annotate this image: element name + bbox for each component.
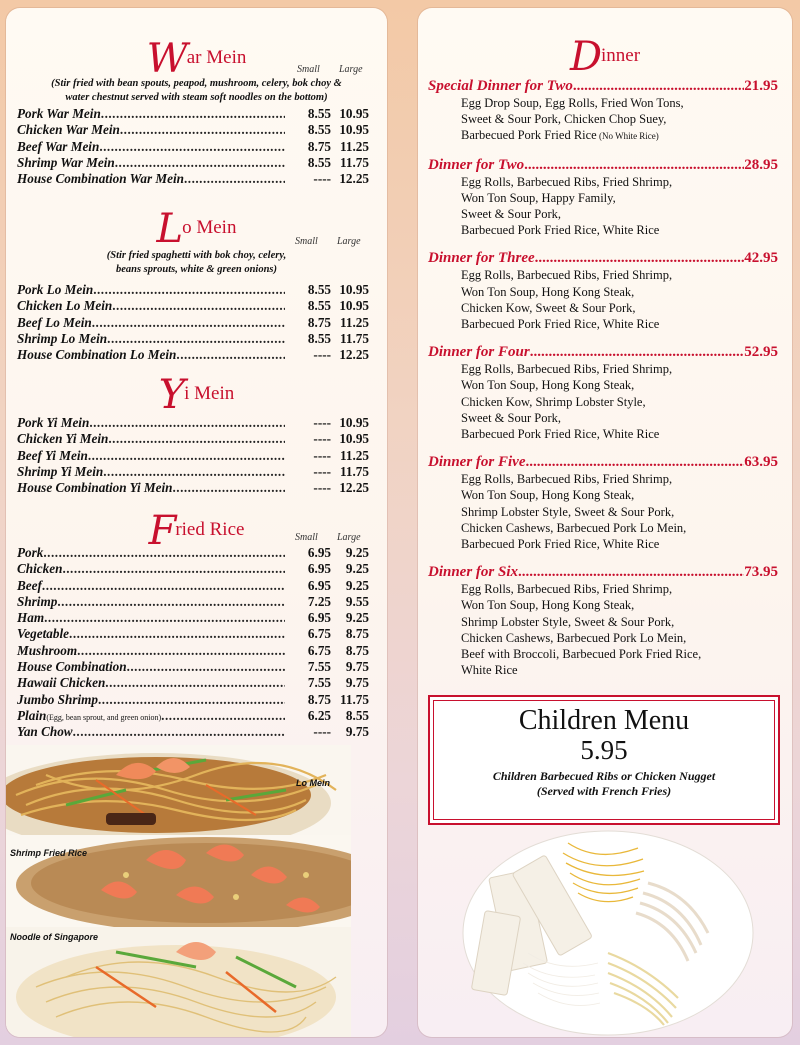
- price-large: 12.25: [339, 171, 369, 187]
- price-small: 7.55: [307, 659, 331, 675]
- leader-dots: [99, 139, 285, 155]
- item-name: Ham: [17, 610, 45, 626]
- price-small: ----: [313, 480, 331, 496]
- price-large: 9.75: [345, 659, 369, 675]
- item-name: House Combination Yi Mein: [17, 480, 173, 496]
- item-name: Pork War Mein: [17, 106, 101, 121]
- leader-dots: [57, 594, 285, 610]
- price-large: 9.25: [345, 545, 369, 560]
- leader-dots: [161, 708, 285, 724]
- price-large: 8.55: [345, 707, 369, 723]
- menu-item-row: [17, 594, 369, 610]
- dinner-line: Egg Drop Soup, Egg Rolls, Fried Won Tons,: [461, 96, 684, 110]
- dinner-line: Chicken Kow, Sweet & Sour Pork,: [461, 300, 636, 315]
- leader-dots: [103, 464, 285, 480]
- menu-item-row: [17, 282, 369, 298]
- leader-dots: [69, 626, 285, 642]
- item-name: House Combination War Mein: [17, 171, 184, 187]
- item-name: Chicken: [17, 561, 63, 577]
- item-name: Shrimp Yi Mein: [17, 463, 104, 479]
- price-large: 10.95: [339, 122, 369, 138]
- price-large: 11.75: [340, 154, 369, 170]
- price-large: 9.55: [345, 593, 369, 609]
- price-large: 11.25: [340, 447, 369, 463]
- dinner-option: [428, 250, 778, 332]
- dinner-line: Won Ton Soup, Hong Kong Steak,: [461, 598, 635, 613]
- dinner-line: Egg Rolls, Barbecued Ribs, Fried Shrimp,: [461, 472, 673, 487]
- dinner-option: [428, 344, 778, 442]
- leader-dots: [77, 643, 285, 659]
- price-large: 11.75: [340, 463, 369, 479]
- price-large: 9.75: [345, 675, 369, 691]
- leader-dots: [98, 692, 285, 708]
- item-name: Beef Lo Mein: [17, 314, 92, 330]
- leader-dots: [62, 561, 285, 577]
- leader-dots: [105, 675, 285, 691]
- item-name: Pork Yi Mein: [17, 415, 90, 430]
- war-mein-title: War Mein: [146, 36, 247, 82]
- dinner-line: Egg Rolls, Barbecued Ribs, Fried Shrimp,: [461, 582, 673, 597]
- price-large: 10.95: [339, 106, 369, 121]
- menu-item-row: [17, 347, 369, 363]
- dinner-option: [428, 564, 778, 678]
- menu-item-row: [17, 415, 369, 431]
- item-name: Vegetable: [17, 626, 70, 642]
- photo-label: Shrimp Fried Rice: [10, 848, 88, 858]
- dinner-note: (No White Rice): [596, 131, 659, 142]
- menu-item-row: [17, 675, 369, 691]
- item-name: Beef Yi Mein: [17, 447, 88, 463]
- dinner-price: 63.95: [744, 454, 778, 471]
- item-name: Shrimp Lo Mein: [17, 330, 108, 346]
- menu-item-row: [17, 545, 369, 561]
- item-note: (Egg, bean sprout, and green onion): [46, 712, 162, 722]
- leader-dots: [115, 155, 285, 171]
- menu-item-row: [17, 464, 369, 480]
- price-large: 11.25: [340, 314, 369, 330]
- item-name: Pork: [17, 545, 44, 560]
- price-large: 12.25: [339, 480, 369, 496]
- children-description: Children Barbecued Ribs or Chicken Nugget (Served with French Fries): [492, 769, 716, 798]
- price-small: 6.95: [307, 577, 331, 593]
- price-large: 8.75: [345, 626, 369, 642]
- item-name: Chicken War Mein: [17, 122, 120, 138]
- left-menu-panel: [6, 8, 387, 1037]
- dinner-line: Chicken Cashews, Barbecued Pork Lo Mein,: [461, 630, 687, 645]
- price-large: 12.25: [339, 347, 369, 363]
- leader-dots: [92, 315, 285, 331]
- photo-label: Lo Mein: [296, 778, 330, 788]
- price-large: 9.25: [345, 561, 369, 577]
- lo-mein-note: (Stir fried spaghetti with bok choy, celery, beans sprouts, white & green onions): [106, 250, 287, 275]
- menu-item-row: [17, 626, 369, 642]
- price-small: 7.55: [307, 675, 331, 691]
- price-large: 10.95: [339, 282, 369, 297]
- dinner-contents: [428, 361, 778, 442]
- dinner-heading: [428, 157, 778, 174]
- dinner-list: [428, 78, 778, 678]
- item-name: Yan Chow: [17, 724, 73, 740]
- leader-dots: [573, 78, 744, 95]
- menu-item-row: [17, 643, 369, 659]
- price-large: 11.25: [340, 138, 369, 154]
- price-small: 6.95: [307, 561, 331, 577]
- dinner-contents: [428, 471, 778, 552]
- leader-dots: [44, 610, 285, 626]
- leader-dots: [43, 545, 285, 561]
- price-small: ----: [313, 347, 331, 363]
- menu-item-row: [17, 139, 369, 155]
- item-name: Plain: [17, 707, 47, 723]
- menu-item-row: [17, 578, 369, 594]
- leader-dots: [112, 298, 285, 314]
- menu-item-row: [17, 659, 369, 675]
- price-large: 11.75: [340, 691, 369, 707]
- item-name: House Combination: [17, 659, 127, 675]
- menu-item-row: [17, 122, 369, 138]
- price-large: 10.95: [339, 298, 369, 314]
- lo-mein-title: Lo Mein: [156, 206, 237, 252]
- item-name: Beef: [17, 577, 42, 593]
- leader-dots: [184, 171, 285, 187]
- dinner-name: Dinner for Six: [428, 564, 519, 581]
- leader-dots: [176, 347, 285, 363]
- price-small: ----: [313, 415, 331, 430]
- price-small: 8.55: [307, 298, 331, 314]
- leader-dots: [73, 724, 285, 740]
- item-name: Chicken Lo Mein: [17, 298, 113, 314]
- lo-mein-list: [17, 282, 369, 363]
- dinner-heading: [428, 344, 778, 361]
- noodle-plate-image: [458, 823, 758, 1037]
- lo-mein-image: [6, 745, 351, 835]
- dinner-contents: [428, 95, 778, 145]
- dinner-line: Won Ton Soup, Happy Family,: [461, 190, 616, 205]
- item-name: Shrimp War Mein: [17, 154, 115, 170]
- col-small: Small: [297, 64, 320, 75]
- dinner-name: Dinner for Two: [428, 156, 525, 173]
- price-small: ----: [313, 447, 331, 463]
- price-small: 8.55: [307, 282, 331, 297]
- col-small: Small: [295, 236, 318, 247]
- dinner-line: Sweet & Sour Pork,: [461, 207, 561, 222]
- leader-dots: [93, 282, 285, 298]
- price-small: 8.75: [307, 138, 331, 154]
- noodle-singapore-photo: [6, 927, 351, 1037]
- dinner-heading: [428, 78, 778, 95]
- menu-item-row: [17, 315, 369, 331]
- dinner-line: Barbecued Pork Fried Rice, White Rice: [461, 317, 660, 332]
- children-title: Children Menu: [518, 705, 690, 736]
- dinner-name: Dinner for Four: [428, 344, 530, 361]
- dinner-line: Won Ton Soup, Hong Kong Steak,: [461, 284, 635, 299]
- leader-dots: [518, 564, 744, 581]
- price-large: 9.25: [345, 610, 369, 626]
- fried-rice-list: [17, 545, 369, 741]
- menu-item-row: [17, 448, 369, 464]
- yi-mein-list: [17, 415, 369, 496]
- leader-dots: [127, 659, 285, 675]
- dinner-name: Dinner for Five: [428, 454, 526, 471]
- dinner-line: Sweet & Sour Pork, Chicken Chop Suey,: [461, 112, 667, 127]
- photo-label: Noodle of Singapore: [10, 932, 99, 942]
- dinner-option: [428, 78, 778, 145]
- menu-item-row: [17, 171, 369, 187]
- price-small: ----: [313, 431, 331, 447]
- leader-dots: [107, 331, 285, 347]
- menu-item-row: [17, 692, 369, 708]
- dinner-name: Special Dinner for Two: [428, 78, 573, 94]
- dinner-price: 28.95: [744, 156, 778, 173]
- item-name: Beef War Mein: [17, 138, 100, 154]
- dinner-line: Barbecued Pork Fried Rice, White Rice: [461, 223, 660, 238]
- dinner-heading: [428, 250, 778, 267]
- dinner-contents: [428, 174, 778, 239]
- leader-dots: [120, 122, 285, 138]
- dinner-line: White Rice: [461, 663, 518, 678]
- dinner-line: Chicken Cashews, Barbecued Pork Lo Mein,: [461, 520, 687, 535]
- fried-rice-title: Fried Rice: [148, 508, 245, 554]
- dinner-line: Shrimp Lobster Style, Sweet & Sour Pork,: [461, 504, 675, 519]
- war-mein-note: (Stir fried with bean spouts, peapod, mushroom, celery, bok choy & water chestnut served with steam soft noodles on the bottom): [51, 78, 342, 103]
- dinner-line: Egg Rolls, Barbecued Ribs, Fried Shrimp,: [461, 362, 673, 377]
- price-small: 8.55: [307, 154, 331, 170]
- item-name: Hawaii Chicken: [17, 675, 106, 691]
- price-large: 10.95: [339, 415, 369, 430]
- dinner-line: Chicken Kow, Shrimp Lobster Style,: [461, 394, 646, 409]
- menu-item-row: [17, 610, 369, 626]
- col-large: Large: [337, 532, 361, 543]
- war-mein-list: [17, 106, 369, 187]
- price-small: 8.55: [307, 106, 331, 121]
- noodle-singapore-image: [6, 927, 351, 1037]
- dinner-name: Dinner for Three: [428, 250, 535, 267]
- price-large: 9.25: [345, 577, 369, 593]
- col-large: Large: [337, 236, 361, 247]
- price-small: 8.75: [307, 314, 331, 330]
- dinner-line: Beef with Broccoli, Barbecued Pork Fried Rice,: [461, 647, 702, 662]
- col-large: Large: [339, 64, 363, 75]
- price-small: 8.55: [307, 122, 331, 138]
- dinner-line: Barbecued Pork Fried Rice, White Rice: [461, 427, 660, 442]
- menu-item-row: [17, 708, 369, 724]
- lo-mein-photo: [6, 745, 351, 835]
- price-small: 6.95: [307, 545, 331, 560]
- item-name: Chicken Yi Mein: [17, 431, 109, 447]
- dinner-heading: [428, 564, 778, 581]
- dinner-line: Barbecued Pork Fried Rice (No White Rice): [461, 128, 659, 143]
- leader-dots: [42, 578, 285, 594]
- menu-item-row: [17, 331, 369, 347]
- price-small: ----: [313, 463, 331, 479]
- leader-dots: [526, 454, 745, 471]
- price-small: 6.95: [307, 610, 331, 626]
- dinner-line: Barbecued Pork Fried Rice, White Rice: [461, 537, 660, 552]
- item-name: House Combination Lo Mein: [17, 347, 177, 363]
- item-name: Jumbo Shrimp: [17, 691, 98, 707]
- dinner-price: 42.95: [744, 250, 778, 267]
- dinner-line: Egg Rolls, Barbecued Ribs, Fried Shrimp,: [461, 268, 673, 283]
- yi-mein-title: Yi Mein: [158, 372, 235, 418]
- price-small: ----: [313, 724, 331, 740]
- dinner-line: Won Ton Soup, Hong Kong Steak,: [461, 488, 635, 503]
- dinner-line: Won Ton Soup, Hong Kong Steak,: [461, 378, 635, 393]
- dinner-line: Sweet & Sour Pork,: [461, 410, 561, 425]
- dinner-contents: [428, 267, 778, 332]
- leader-dots: [535, 250, 745, 267]
- dinner-line: Egg Rolls, Barbecued Ribs, Fried Shrimp,: [461, 174, 673, 189]
- dinner-price: 21.95: [744, 78, 778, 94]
- right-menu-panel: [418, 8, 792, 1037]
- item-name: Shrimp: [17, 593, 58, 609]
- leader-dots: [172, 480, 285, 496]
- price-small: 8.55: [307, 330, 331, 346]
- children-price: 5.95: [580, 735, 628, 765]
- leader-dots: [101, 106, 285, 122]
- price-large: 10.95: [339, 431, 369, 447]
- leader-dots: [89, 415, 285, 431]
- leader-dots: [108, 431, 285, 447]
- food-photos: [6, 745, 387, 1037]
- dinner-title: Dinner: [569, 34, 641, 80]
- dinner-option: [428, 454, 778, 552]
- dinner-price: 73.95: [744, 564, 778, 581]
- menu-item-row: [17, 431, 369, 447]
- col-small: Small: [295, 532, 318, 543]
- menu-item-row: [17, 298, 369, 314]
- leader-dots: [530, 344, 745, 361]
- price-large: 8.75: [345, 642, 369, 658]
- price-small: 8.75: [307, 691, 331, 707]
- item-name: Mushroom: [17, 642, 78, 658]
- menu-item-row: [17, 480, 369, 496]
- menu-item-row: [17, 106, 369, 122]
- menu-item-row: [17, 561, 369, 577]
- leader-dots: [524, 157, 744, 174]
- price-small: 7.25: [307, 593, 331, 609]
- leader-dots: [88, 448, 285, 464]
- price-large: 11.75: [340, 330, 369, 346]
- dinner-line: Shrimp Lobster Style, Sweet & Sour Pork,: [461, 614, 675, 629]
- price-small: 6.25: [307, 707, 331, 723]
- price-small: 6.75: [307, 642, 331, 658]
- dinner-option: [428, 157, 778, 239]
- dinner-heading: [428, 454, 778, 471]
- dinner-price: 52.95: [744, 344, 778, 361]
- children-menu-box: [428, 695, 780, 825]
- dinner-contents: [428, 581, 778, 678]
- price-large: 9.75: [345, 724, 369, 740]
- price-small: 6.75: [307, 626, 331, 642]
- menu-item-row: [17, 724, 369, 740]
- price-small: ----: [313, 171, 331, 187]
- menu-item-row: [17, 155, 369, 171]
- item-name: Pork Lo Mein: [17, 282, 94, 297]
